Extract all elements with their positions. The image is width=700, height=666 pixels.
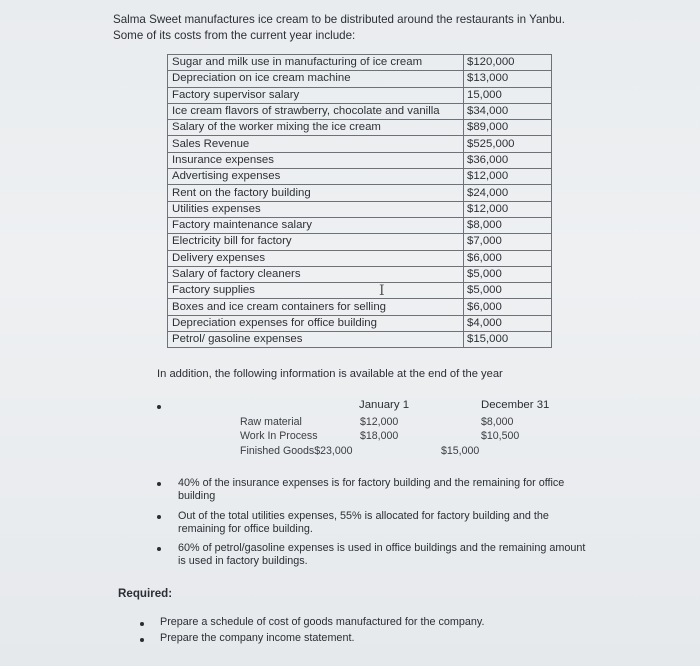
cost-row bbox=[168, 185, 552, 201]
cost-row bbox=[168, 299, 552, 315]
bullet-icon bbox=[157, 482, 161, 486]
bullet-icon bbox=[157, 515, 161, 519]
cost-item-label: Ice cream flavors of strawberry, chocolate and vanilla bbox=[168, 103, 464, 119]
cost-row bbox=[168, 55, 552, 71]
note-petrol: 60% of petrol/gasoline expenses is used in office buildings and the remaining amount is used in factory buildings. bbox=[178, 542, 586, 567]
cost-item-label: Electricity bill for factory bbox=[168, 234, 464, 250]
note-insurance: 40% of the insurance expenses is for factory building and the remaining for office building bbox=[178, 477, 565, 502]
inventory-raw-dec: $8,000 bbox=[481, 416, 514, 428]
cost-item-amount: $5,000 bbox=[464, 266, 552, 282]
cost-row bbox=[168, 266, 552, 282]
cost-item-label: Sugar and milk use in manufacturing of ice cream bbox=[168, 55, 464, 71]
cost-item-label: Boxes and ice cream containers for selling bbox=[168, 299, 464, 315]
cost-item-amount: $5,000 bbox=[464, 283, 552, 299]
cost-item-amount: $36,000 bbox=[464, 152, 552, 168]
inventory-col-december: December 31 bbox=[481, 399, 550, 411]
cost-row bbox=[168, 283, 552, 299]
cost-item-label: Rent on the factory building bbox=[168, 185, 464, 201]
cost-item-label: Depreciation on ice cream machine bbox=[168, 71, 464, 87]
cost-item-label: Advertising expenses bbox=[168, 169, 464, 185]
intro-text bbox=[113, 12, 565, 44]
cost-item-label: Utilities expenses bbox=[168, 201, 464, 217]
cost-item-label: Sales Revenue bbox=[168, 136, 464, 152]
cost-item-label: Petrol/ gasoline expenses bbox=[168, 332, 464, 348]
inventory-wip-jan: $18,000 bbox=[360, 430, 399, 442]
inventory-wip-dec: $10,500 bbox=[481, 430, 520, 442]
cost-row bbox=[168, 332, 552, 348]
cost-item-label: Depreciation expenses for office building bbox=[168, 315, 464, 331]
cost-row bbox=[168, 136, 552, 152]
note-utilities: Out of the total utilities expenses, 55% is allocated for factory building and the remaining for office building. bbox=[178, 510, 549, 535]
bullet-icon bbox=[140, 638, 144, 642]
cost-item-label: Insurance expenses bbox=[168, 152, 464, 168]
cost-row bbox=[168, 315, 552, 331]
cost-item-label: Delivery expenses bbox=[168, 250, 464, 266]
cost-item-label: Factory supervisor salary bbox=[168, 87, 464, 103]
cost-item-amount: $6,000 bbox=[464, 250, 552, 266]
cost-item-amount: $6,000 bbox=[464, 299, 552, 315]
inventory-label-wip: Work In Process bbox=[240, 430, 318, 442]
cost-item-amount: $120,000 bbox=[464, 55, 552, 71]
cost-item-amount: $12,000 bbox=[464, 201, 552, 217]
cost-row bbox=[168, 152, 552, 168]
required-heading: Required: bbox=[118, 587, 173, 600]
cost-row bbox=[168, 234, 552, 250]
cost-item-label: Factory supplies bbox=[168, 283, 464, 299]
cost-row bbox=[168, 103, 552, 119]
cost-item-amount: $13,000 bbox=[464, 71, 552, 87]
required-item-2: Prepare the company income statement. bbox=[160, 632, 355, 644]
cost-item-label: Factory maintenance salary bbox=[168, 217, 464, 233]
cost-item-amount: $7,000 bbox=[464, 234, 552, 250]
text-cursor-icon: I bbox=[379, 283, 385, 299]
cost-item-amount: $24,000 bbox=[464, 185, 552, 201]
additional-info-heading: In addition, the following information is available at the end of the year bbox=[157, 368, 503, 380]
inventory-finished-jan: $23,000 bbox=[314, 445, 353, 457]
cost-row bbox=[168, 250, 552, 266]
cost-row bbox=[168, 120, 552, 136]
inventory-raw-jan: $12,000 bbox=[360, 416, 399, 428]
cost-item-amount: 15,000 bbox=[464, 87, 552, 103]
cost-table bbox=[167, 54, 552, 348]
cost-row bbox=[168, 217, 552, 233]
cost-row bbox=[168, 87, 552, 103]
intro-line-2: Some of its costs from the current year include: bbox=[113, 29, 356, 42]
cost-item-label: Salary of factory cleaners bbox=[168, 266, 464, 282]
required-item-1: Prepare a schedule of cost of goods manufactured for the company. bbox=[160, 616, 485, 628]
inventory-finished-dec: $15,000 bbox=[441, 445, 480, 457]
intro-line-1: Salma Sweet manufactures ice cream to be distributed around the restaurants in Yanbu. bbox=[113, 13, 565, 26]
cost-item-amount: $89,000 bbox=[464, 120, 552, 136]
cost-item-amount: $8,000 bbox=[464, 217, 552, 233]
inventory-label-finished: Finished Goods bbox=[240, 445, 315, 457]
bullet-icon bbox=[157, 405, 161, 409]
cost-item-amount: $525,000 bbox=[464, 136, 552, 152]
bullet-icon bbox=[140, 622, 144, 626]
cost-item-label: Salary of the worker mixing the ice cream bbox=[168, 120, 464, 136]
cost-row bbox=[168, 169, 552, 185]
cost-item-amount: $4,000 bbox=[464, 315, 552, 331]
cost-item-amount: $34,000 bbox=[464, 103, 552, 119]
inventory-label-raw-material: Raw material bbox=[240, 416, 302, 428]
cost-row bbox=[168, 71, 552, 87]
inventory-col-january: January 1 bbox=[359, 399, 410, 411]
inventory-finished-goods-row bbox=[240, 445, 353, 457]
cost-item-amount: $15,000 bbox=[464, 332, 552, 348]
bullet-icon bbox=[157, 547, 161, 551]
cost-item-amount: $12,000 bbox=[464, 169, 552, 185]
cost-row bbox=[168, 201, 552, 217]
